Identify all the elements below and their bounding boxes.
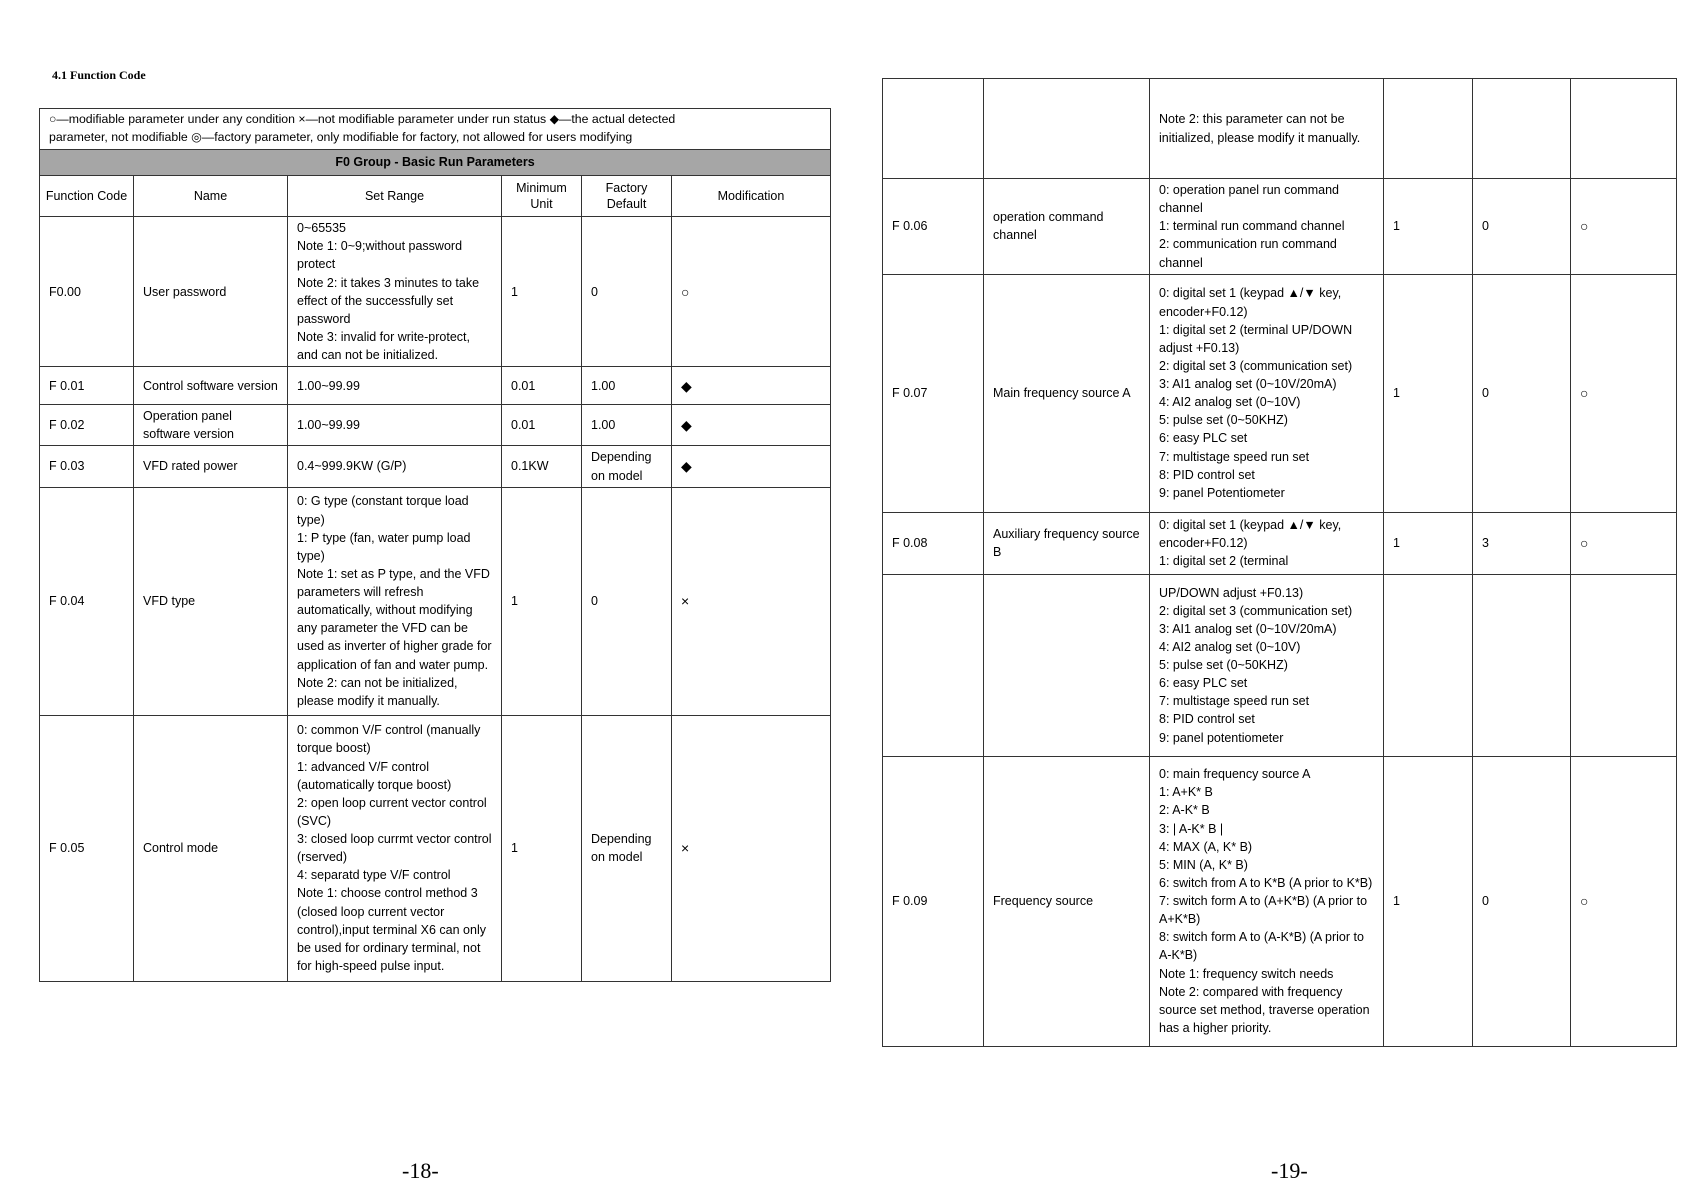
header-function-code: Function Code (40, 175, 134, 217)
set-range-cell (288, 367, 502, 405)
function-code-cell (40, 487, 134, 715)
header-set-range: Set Range (288, 175, 502, 217)
function-code-text: F 0.07 (892, 386, 928, 401)
legend (40, 109, 831, 150)
name-text: Frequency source (993, 894, 1094, 909)
minimum-unit-text: 1 (1393, 386, 1400, 401)
set-range-line: 6: easy PLC set (1159, 676, 1248, 691)
function-code-text: F 0.08 (892, 536, 928, 551)
minimum-unit-cell (1384, 512, 1473, 574)
factory-default-cell (582, 715, 672, 981)
set-range-line: 6: easy PLC set (1159, 431, 1248, 446)
set-range-line: 0: common V/F control (manually torque boost) (297, 723, 481, 756)
factory-default-text: Depending on model (591, 832, 652, 865)
name-cell (984, 512, 1150, 574)
function-code-cell (40, 715, 134, 981)
minimum-unit-cell (1384, 574, 1473, 756)
table-row (883, 512, 1677, 574)
modification-cell (1571, 274, 1677, 512)
page-18 (0, 0, 846, 1195)
modification-text: × (681, 593, 690, 609)
name-text: VFD rated power (143, 459, 238, 474)
factory-default-text: 0 (1482, 219, 1489, 234)
table-row (40, 487, 831, 715)
set-range-line: Note 1: 0~9;without password protect (297, 239, 463, 272)
header-modification: Modification (672, 175, 831, 217)
minimum-unit-cell (502, 487, 582, 715)
function-code-text: F 0.01 (49, 378, 85, 393)
set-range-line: 6: switch from A to K*B (A prior to K*B) (1159, 875, 1373, 890)
factory-default-cell (1473, 574, 1571, 756)
minimum-unit-text: 0.01 (511, 418, 536, 433)
set-range-cell (288, 715, 502, 981)
factory-default-cell (582, 446, 672, 487)
name-text: Main frequency source A (993, 386, 1131, 401)
minimum-unit-text: 0.01 (511, 378, 536, 393)
legend-line-2: parameter, not modifiable ◎—factory parameter, only modifiable for factory, not allowed for users modifying (49, 129, 633, 144)
page-19 (846, 0, 1693, 1195)
modification-text: ○ (1580, 892, 1589, 909)
function-code-cell (883, 574, 984, 756)
header-name: Name (134, 175, 288, 217)
header-minimum-unit: Minimum Unit (502, 175, 582, 217)
page-number: -18- (402, 1158, 439, 1183)
table-row (40, 367, 831, 405)
modification-text: × (681, 840, 690, 856)
set-range-line: UP/DOWN adjust +F0.13) (1159, 585, 1304, 600)
factory-default-text: 1.00 (591, 378, 616, 393)
name-cell (984, 574, 1150, 756)
minimum-unit-text: 1 (1393, 219, 1400, 234)
minimum-unit-cell (1384, 179, 1473, 275)
name-text: Control software version (143, 378, 278, 393)
function-code-text: F 0.09 (892, 894, 928, 909)
set-range-line: 8: switch form A to (A-K*B) (A prior to A-K*B) (1159, 930, 1364, 963)
set-range-line: 0: G type (constant torque load type) (297, 494, 469, 527)
minimum-unit-cell (502, 217, 582, 367)
set-range-line: 2: digital set 3 (communication set) (1159, 603, 1353, 618)
set-range-line: 3: closed loop currmt vector control (rserved) (297, 832, 492, 865)
set-range-line: 1.00~99.99 (297, 378, 360, 393)
set-range-cell (1150, 179, 1384, 275)
header-factory-default: Factory Default (582, 175, 672, 217)
minimum-unit-cell (502, 715, 582, 981)
set-range-cell (288, 405, 502, 446)
page-number: -19- (1271, 1158, 1308, 1183)
function-code-text: F 0.05 (49, 841, 85, 856)
modification-text: ○ (681, 283, 690, 300)
function-code-table-f0-continued (882, 78, 1677, 1047)
factory-default-cell (582, 405, 672, 446)
function-code-cell (883, 274, 984, 512)
minimum-unit-text: 0.1KW (511, 459, 549, 474)
modification-text: ◆ (681, 417, 692, 434)
set-range-line: 9: panel Potentiometer (1159, 485, 1285, 500)
section-title: 4.1 Function Code (52, 68, 146, 82)
modification-cell (672, 715, 831, 981)
set-range-cell (1150, 512, 1384, 574)
set-range-line: 3: AI1 analog set (0~10V/20mA) (1159, 377, 1337, 391)
set-range-line: 1: advanced V/F control (automatically torque boost) (297, 759, 452, 792)
name-cell (984, 274, 1150, 512)
table-row (883, 179, 1677, 275)
group-title: F0 Group - Basic Run Parameters (40, 149, 831, 175)
table-row (40, 217, 831, 367)
set-range-line: 5: pulse set (0~50KHZ) (1159, 658, 1288, 673)
factory-default-text: 0 (1482, 894, 1489, 909)
modification-text: ○ (1580, 384, 1589, 401)
set-range-line: 8: PID control set (1159, 467, 1255, 482)
function-code-text: F0.00 (49, 284, 81, 299)
table-row (883, 79, 1677, 179)
minimum-unit-text: 1 (511, 841, 518, 856)
name-text: Auxiliary frequency source B (993, 527, 1140, 560)
set-range-line: 2: A-K* B (1159, 803, 1210, 818)
factory-default-cell (582, 367, 672, 405)
name-cell (984, 756, 1150, 1046)
set-range-line: 2: digital set 3 (communication set) (1159, 358, 1353, 373)
modification-text: ◆ (681, 458, 692, 475)
minimum-unit-text: 1 (1393, 536, 1400, 551)
minimum-unit-cell (502, 367, 582, 405)
modification-cell (1571, 574, 1677, 756)
function-code-cell (883, 756, 984, 1046)
minimum-unit-cell (1384, 79, 1473, 179)
set-range-line: Note 2: can not be initialized, please modify it manually. (297, 675, 458, 708)
minimum-unit-cell (1384, 756, 1473, 1046)
function-code-cell (40, 446, 134, 487)
factory-default-cell (1473, 179, 1571, 275)
factory-default-cell (1473, 79, 1571, 179)
modification-cell (672, 217, 831, 367)
function-code-text: F 0.04 (49, 594, 85, 609)
minimum-unit-text: 1 (1393, 894, 1400, 909)
function-code-text: F 0.03 (49, 459, 85, 474)
factory-default-text: 0 (591, 284, 598, 299)
set-range-line: 0: main frequency source A (1159, 767, 1311, 782)
set-range-line: 0: digital set 1 (keypad ▲/▼ key, encoder+F0.12) (1159, 286, 1342, 319)
set-range-line: 0: digital set 1 (keypad ▲/▼ key, encoder+F0.12) (1159, 517, 1342, 551)
set-range-line: 4: separatd type V/F control (297, 868, 451, 883)
modification-cell (1571, 179, 1677, 275)
table-row (883, 574, 1677, 756)
minimum-unit-cell (502, 446, 582, 487)
table-body (40, 217, 831, 982)
function-code-cell (40, 405, 134, 446)
set-range-line: 5: pulse set (0~50KHZ) (1159, 413, 1288, 428)
set-range-cell (1150, 756, 1384, 1046)
factory-default-cell (1473, 512, 1571, 574)
set-range-cell (288, 217, 502, 367)
modification-cell (672, 446, 831, 487)
modification-cell (1571, 79, 1677, 179)
modification-cell (672, 367, 831, 405)
name-cell (134, 367, 288, 405)
set-range-line: 1: A+K* B (1159, 785, 1213, 800)
set-range-line: Note 2: this parameter can not be initialized, please modify it manually. (1159, 112, 1361, 145)
set-range-line: 1: P type (fan, water pump load type) (297, 530, 471, 563)
table-row (40, 715, 831, 981)
set-range-line: Note 2: it takes 3 minutes to take effect of the successfully set password (297, 275, 480, 326)
set-range-line: 0~65535 (297, 221, 347, 236)
set-range-cell (1150, 79, 1384, 179)
set-range-line: Note 2: compared with frequency source set method, traverse operation has a higher priority. (1159, 984, 1370, 1035)
function-code-table-f0 (39, 108, 831, 982)
set-range-cell (288, 446, 502, 487)
header-row (40, 175, 831, 217)
minimum-unit-text: 1 (511, 594, 518, 609)
modification-cell (1571, 512, 1677, 574)
set-range-line: 2: open loop current vector control (SVC) (297, 795, 487, 828)
set-range-line: 1: terminal run command channel (1159, 219, 1345, 234)
name-text: Operation panel software version (143, 409, 235, 442)
table-body (883, 79, 1677, 1047)
name-cell (984, 179, 1150, 275)
function-code-cell (40, 217, 134, 367)
name-cell (134, 446, 288, 487)
name-text: VFD type (143, 594, 196, 609)
modification-text: ◆ (681, 377, 692, 394)
table-row (40, 405, 831, 446)
set-range-line: 2: communication run command channel (1159, 237, 1337, 270)
set-range-line: 1: digital set 2 (terminal (1159, 554, 1289, 569)
set-range-line: 7: multistage speed run set (1159, 449, 1310, 464)
set-range-cell (288, 487, 502, 715)
modification-cell (672, 487, 831, 715)
set-range-line: 0: operation panel run command channel (1159, 183, 1339, 216)
table-row (40, 446, 831, 487)
name-text: operation command channel (993, 210, 1104, 243)
function-code-cell (883, 79, 984, 179)
factory-default-text: 0 (1482, 386, 1489, 401)
set-range-line: 8: PID control set (1159, 712, 1255, 727)
factory-default-text: 1.00 (591, 418, 616, 433)
set-range-line: 7: switch form A to (A+K*B) (A prior to A+K*B) (1159, 894, 1368, 927)
minimum-unit-text: 1 (511, 284, 518, 299)
name-cell (134, 715, 288, 981)
set-range-line: 9: panel potentiometer (1159, 730, 1284, 745)
modification-cell (1571, 756, 1677, 1046)
minimum-unit-cell (1384, 274, 1473, 512)
set-range-line: 1.00~99.99 (297, 418, 360, 433)
minimum-unit-cell (502, 405, 582, 446)
set-range-line: Note 1: frequency switch needs (1159, 966, 1334, 981)
factory-default-cell (582, 217, 672, 367)
set-range-line: Note 1: choose control method 3 (closed loop current vector control),input terminal X6 can only be used for ordinary terminal, not for high-speed pulse input. (297, 886, 486, 973)
modification-text: ○ (1580, 534, 1589, 551)
set-range-line: 7: multistage speed run set (1159, 694, 1310, 709)
set-range-line: Note 3: invalid for write-protect, and can not be initialized. (297, 329, 470, 363)
set-range-cell (1150, 274, 1384, 512)
factory-default-text: 0 (591, 594, 598, 609)
name-cell (134, 405, 288, 446)
factory-default-cell (582, 487, 672, 715)
set-range-cell (1150, 574, 1384, 756)
factory-default-cell (1473, 756, 1571, 1046)
set-range-line: 4: MAX (A, K* B) (1159, 839, 1253, 854)
function-code-cell (883, 512, 984, 574)
factory-default-text: Depending on model (591, 450, 652, 483)
table-row (883, 756, 1677, 1046)
legend-line-1: ○—modifiable parameter under any condition ×—not modifiable parameter under run status ◆—the actual detected (49, 112, 676, 126)
set-range-line: Note 1: set as P type, and the VFD parameters will refresh automatically, without modifying any parameter the VFD can be used as inverter of higher grade for application of fan and water pump. (297, 566, 492, 672)
modification-cell (672, 405, 831, 446)
set-range-line: 3: AI1 analog set (0~10V/20mA) (1159, 621, 1337, 636)
function-code-cell (40, 367, 134, 405)
table-row (883, 274, 1677, 512)
function-code-text: F 0.02 (49, 418, 85, 433)
set-range-line: 5: MIN (A, K* B) (1159, 857, 1248, 872)
set-range-line: 4: AI2 analog set (0~10V) (1159, 395, 1301, 410)
function-code-cell (883, 179, 984, 275)
set-range-line: 0.4~999.9KW (G/P) (297, 459, 407, 474)
name-text: Control mode (143, 841, 219, 856)
name-cell (984, 79, 1150, 179)
function-code-text: F 0.06 (892, 219, 928, 234)
factory-default-cell (1473, 274, 1571, 512)
set-range-line: 4: AI2 analog set (0~10V) (1159, 639, 1301, 654)
set-range-line: 3: | A-K* B | (1159, 821, 1224, 836)
set-range-line: 1: digital set 2 (terminal UP/DOWN adjust +F0.13) (1159, 322, 1353, 355)
name-text: User password (143, 284, 227, 299)
name-cell (134, 487, 288, 715)
modification-text: ○ (1580, 218, 1589, 235)
factory-default-text: 3 (1482, 536, 1489, 551)
name-cell (134, 217, 288, 367)
